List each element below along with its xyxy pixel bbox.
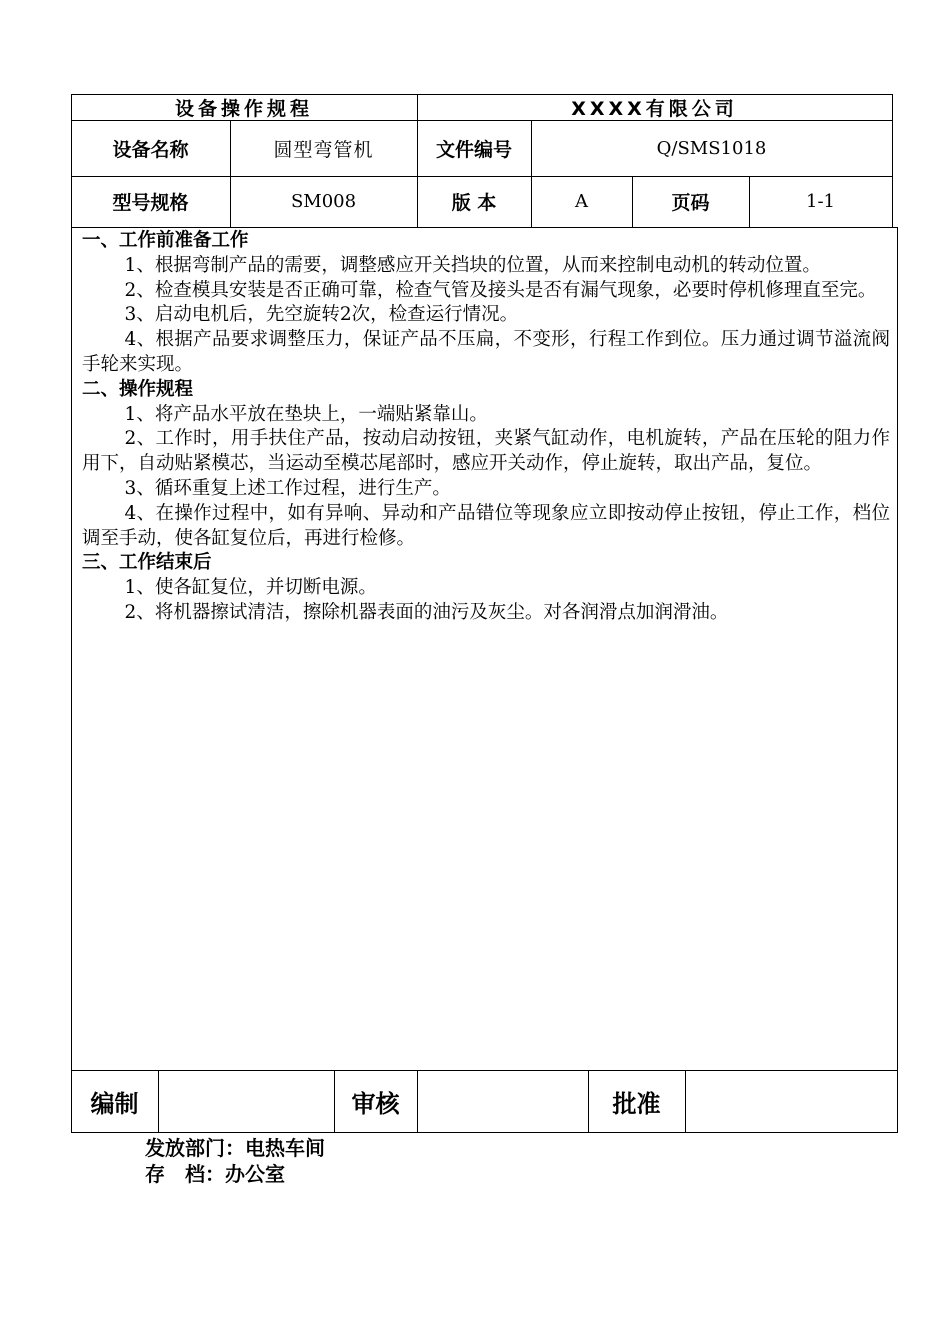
approved-by-field[interactable] — [685, 1070, 897, 1132]
model-value: SM008 — [290, 191, 357, 212]
list-item: 4、根据产品要求调整压力，保证产品不压扁，不变形，行程工作到位。压力通过调节溢流阀手轮来实现。 — [82, 329, 890, 375]
list-item: 3、启动电机后，先空旋转2次，检查运行情况。 — [124, 304, 519, 326]
doc-number-value: Q/SMS1018 — [656, 137, 767, 159]
section-heading: 二、操作规程 — [82, 378, 194, 400]
issue-department: 发放部门：电热车间 — [145, 1136, 325, 1160]
list-item: 2、工作时，用手扶住产品，按动启动按钮，夹紧气缸动作，电机旋转，产品在压轮的阻力作用下，自动贴紧模芯，当运动至模芯尾部时，感应开关动作，停止旋转，取出产品，复位。 — [82, 428, 890, 475]
prepared-by-label: 编制 — [90, 1089, 139, 1118]
list-item: 1、将产品水平放在垫块上，一端贴紧靠山。 — [124, 403, 488, 425]
list-item: 4、在操作过程中，如有异响、异动和产品错位等现象应立即按动停止按钮，停止工作，档位调至手动，使各缸复位后，再进行检修。 — [82, 502, 890, 549]
list-item: 2、检查模具安装是否正确可靠，检查气管及接头是否有漏气现象，必要时停机修理直至完。 — [124, 279, 877, 301]
device-name-label: 设备名称 — [112, 138, 189, 161]
archive-location: 存 档：办公室 — [145, 1162, 285, 1186]
procedure-title: 设备操作规程 — [174, 97, 313, 120]
list-item: 3、循环重复上述工作过程，进行生产。 — [124, 477, 451, 499]
list-item: 2、将机器擦试清洁，擦除机器表面的油污及灰尘。对各润滑点加润滑油。 — [124, 601, 729, 623]
model-label: 型号规格 — [112, 192, 189, 214]
section-heading: 三、工作结束后 — [82, 552, 212, 574]
version-label: 版 本 — [451, 192, 497, 214]
page-label: 页码 — [671, 192, 710, 214]
reviewed-by-field[interactable] — [417, 1070, 588, 1132]
prepared-by-field[interactable] — [158, 1070, 334, 1132]
doc-number-label: 文件编号 — [435, 138, 512, 161]
reviewed-by-label: 审核 — [351, 1089, 400, 1118]
device-name-value: 圆型弯管机 — [273, 138, 374, 161]
list-item: 1、根据弯制产品的需要，调整感应开关挡块的位置，从而来控制电动机的转动位置。 — [124, 254, 821, 276]
page-value: 1-1 — [806, 191, 835, 212]
version-value: A — [575, 191, 588, 212]
company-name: XXXX有限公司 — [571, 97, 738, 120]
approved-by-label: 批准 — [612, 1089, 661, 1118]
procedure-body — [82, 229, 890, 626]
list-item: 1、使各缸复位，并切断电源。 — [124, 577, 377, 599]
section-heading: 一、工作前准备工作 — [82, 230, 249, 251]
